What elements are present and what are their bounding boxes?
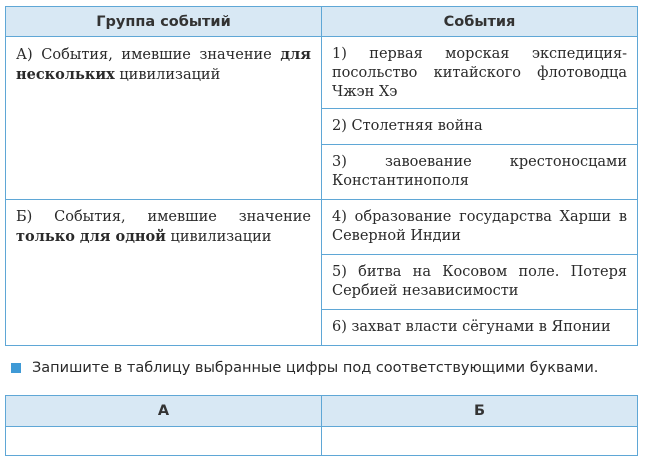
square-bullet-icon (11, 363, 21, 373)
instruction (11, 360, 598, 376)
group-a-bold: для нескольких (16, 46, 311, 83)
event-5: 5) битва на Косовом поле. Потеря Сербией независимости (322, 255, 638, 310)
group-a-prefix: А) События, имевшие значение (16, 47, 281, 63)
answer-cell-b[interactable] (322, 427, 638, 456)
event-4: 4) образование государства Харши в Северной Индии (322, 200, 638, 255)
answer-cell-a[interactable] (6, 427, 322, 456)
answer-header-b: Б (322, 396, 638, 427)
table-header-row (6, 7, 638, 37)
header-group: Группа событий (6, 7, 322, 37)
group-b-suffix: цивилизации (165, 229, 272, 245)
group-b-prefix: Б) События, имевшие значение (16, 209, 311, 225)
events-table (5, 6, 638, 346)
group-b-bold: только для одной (16, 228, 166, 245)
group-a-cell (6, 37, 322, 200)
answer-header-row (6, 396, 638, 427)
header-events: События (322, 7, 638, 37)
instruction-text: Запишите в таблицу выбранные цифры под соответствующими буквами. (32, 360, 599, 376)
answer-header-a: А (6, 396, 322, 427)
event-2: 2) Столетняя война (322, 109, 638, 145)
answer-row (6, 427, 638, 456)
event-3: 3) завоевание крестоносцами Константинополя (322, 145, 638, 200)
event-6: 6) захват власти сёгунами в Японии (322, 310, 638, 346)
table-row (6, 37, 638, 109)
group-a-suffix: цивилизаций (114, 67, 221, 83)
event-1: 1) первая морская экспедиция-посольство китайского флотоводца Чжэн Хэ (322, 37, 638, 109)
group-b-cell (6, 200, 322, 346)
answer-table (5, 395, 638, 456)
table-row (6, 200, 638, 255)
